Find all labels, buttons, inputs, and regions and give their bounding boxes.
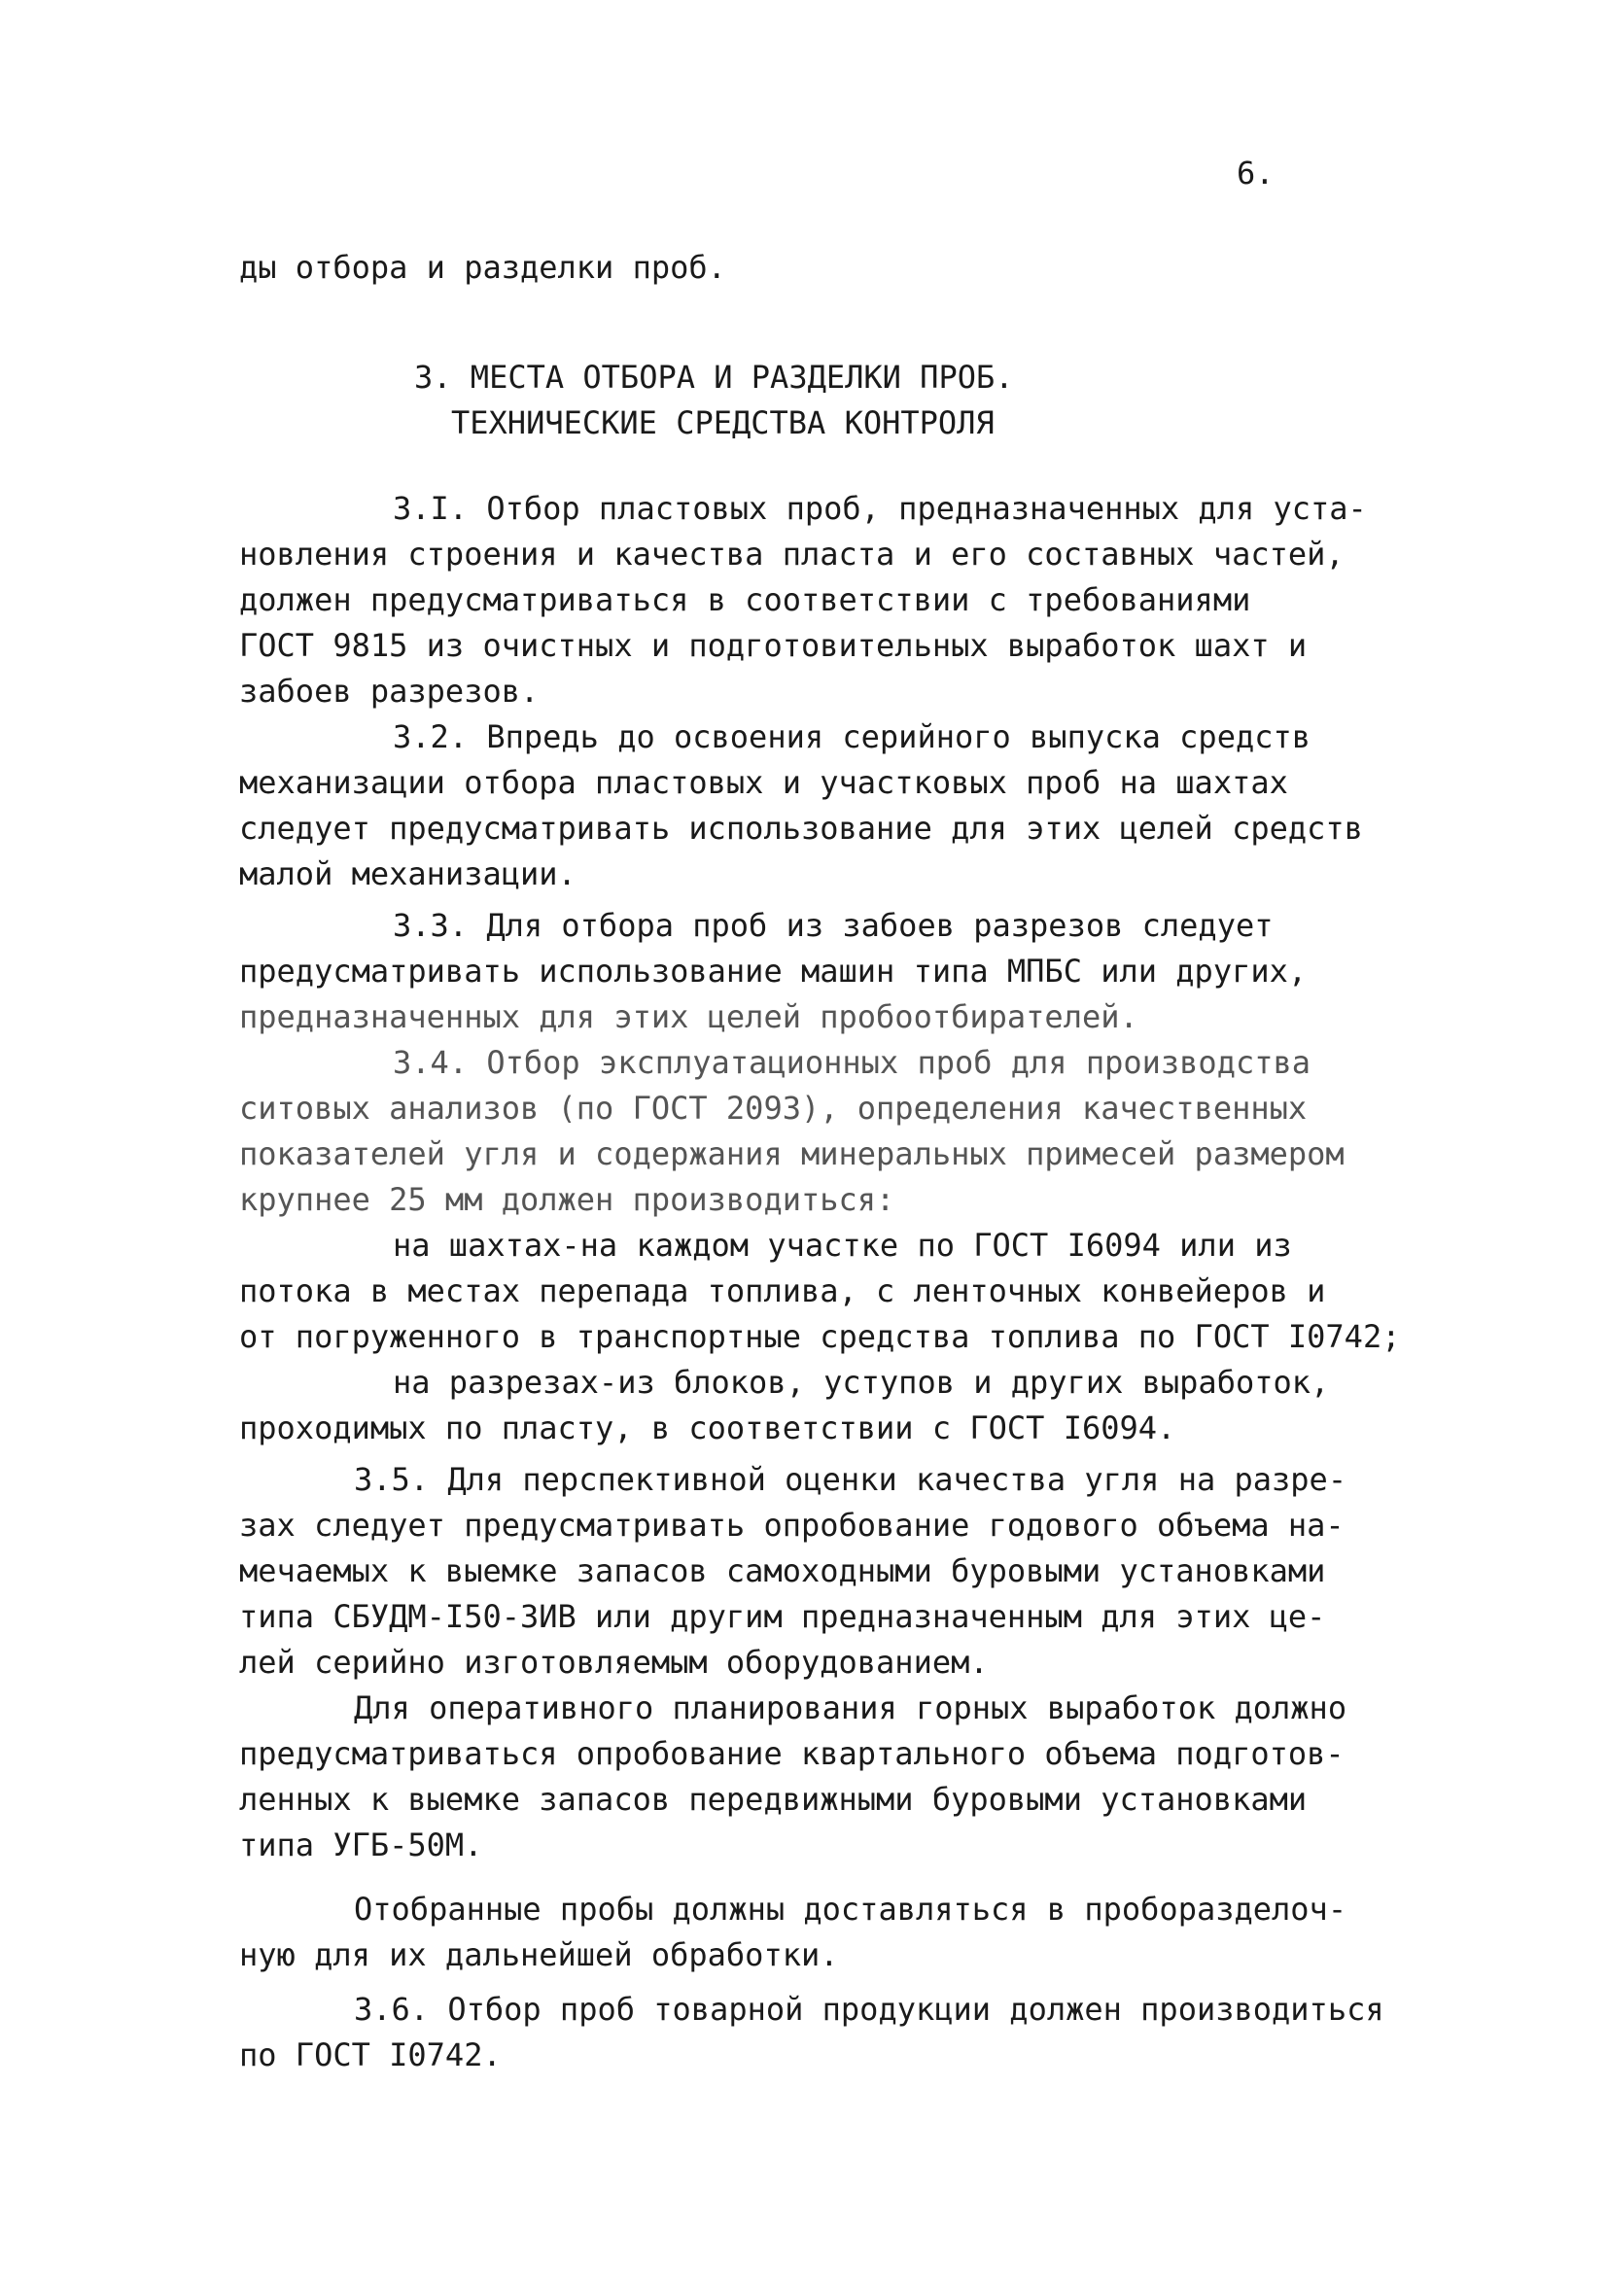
- paragraph-line: предусматривать использование машин типа МПБС или других,: [239, 953, 1308, 990]
- paragraph-line: 3.4. Отбор эксплуатационных проб для производства: [393, 1044, 1311, 1081]
- paragraph-line: лей серийно изготовляемым оборудованием.: [239, 1644, 989, 1681]
- paragraph-line: предназначенных для этих целей пробоотбирателей.: [239, 998, 1138, 1035]
- paragraph-line: следует предусматривать использование для этих целей средств: [239, 810, 1363, 847]
- paragraph-line: проходимых по пласту, в соответствии с ГОСТ I6094.: [239, 1409, 1176, 1446]
- paragraph-line: по ГОСТ I0742.: [239, 2036, 502, 2073]
- paragraph-line: Для оперативного планирования горных выработок должно: [354, 1689, 1347, 1726]
- paragraph-line: от погруженного в транспортные средства топлива по ГОСТ I0742;: [239, 1318, 1401, 1355]
- paragraph-line: механизации отбора пластовых и участковых проб на шахтах: [239, 764, 1288, 801]
- paragraph-line: забоев разрезов.: [239, 673, 540, 710]
- paragraph-line: на шахтах-на каждом участке по ГОСТ I6094 или из: [393, 1227, 1292, 1264]
- paragraph-line: крупнее 25 мм должен производиться:: [239, 1181, 895, 1218]
- paragraph-line: ды отбора и разделки проб.: [239, 249, 726, 286]
- paragraph-line: малой механизации.: [239, 855, 577, 892]
- paragraph-line: 3.6. Отбор проб товарной продукции должен производиться: [354, 1991, 1384, 2028]
- paragraph-line: новления строения и качества пласта и его составных частей,: [239, 536, 1345, 573]
- paragraph-line: Отобранные пробы должны доставляться в проборазделоч-: [354, 1891, 1347, 1928]
- paragraph-line: ситовых анализов (по ГОСТ 2093), определения качественных: [239, 1090, 1308, 1127]
- paragraph-line: типа СБУДМ-I50-ЗИВ или другим предназначенным для этих це-: [239, 1598, 1326, 1635]
- paragraph-line: 3.5. Для перспективной оценки качества угля на разре-: [354, 1461, 1347, 1498]
- paragraph-line: 3.I. Отбор пластовых проб, предназначенных для уста-: [393, 490, 1367, 527]
- paragraph-line: предусматриваться опробование квартального объема подготов-: [239, 1735, 1345, 1772]
- paragraph-line: зах следует предусматривать опробование годового объема на-: [239, 1507, 1345, 1544]
- page-number: 6.: [1237, 155, 1275, 191]
- paragraph-line: мечаемых к выемке запасов самоходными буровыми установками: [239, 1552, 1326, 1589]
- paragraph-line: типа УГБ-50М.: [239, 1826, 483, 1863]
- paragraph-line: 3.3. Для отбора проб из забоев разрезов следует: [393, 907, 1274, 944]
- paragraph-line: показателей угля и содержания минеральных примесей размером: [239, 1135, 1345, 1172]
- paragraph-line: должен предусматриваться в соответствии с требованиями: [239, 581, 1251, 618]
- paragraph-line: на разрезах-из блоков, уступов и других выработок,: [393, 1364, 1330, 1401]
- section-heading: ТЕХНИЧЕСКИЕ СРЕДСТВА КОНТРОЛЯ: [451, 404, 995, 441]
- paragraph-line: ленных к выемке запасов передвижными буровыми установками: [239, 1781, 1308, 1818]
- paragraph-line: ную для их дальнейшей обработки.: [239, 1936, 839, 1973]
- section-heading: 3. МЕСТА ОТБОРА И РАЗДЕЛКИ ПРОБ.: [414, 359, 1014, 396]
- paragraph-line: потока в местах перепада топлива, с ленточных конвейеров и: [239, 1272, 1326, 1309]
- paragraph-line: ГОСТ 9815 из очистных и подготовительных выработок шахт и: [239, 627, 1308, 664]
- paragraph-line: 3.2. Впредь до освоения серийного выпуска средств: [393, 718, 1311, 755]
